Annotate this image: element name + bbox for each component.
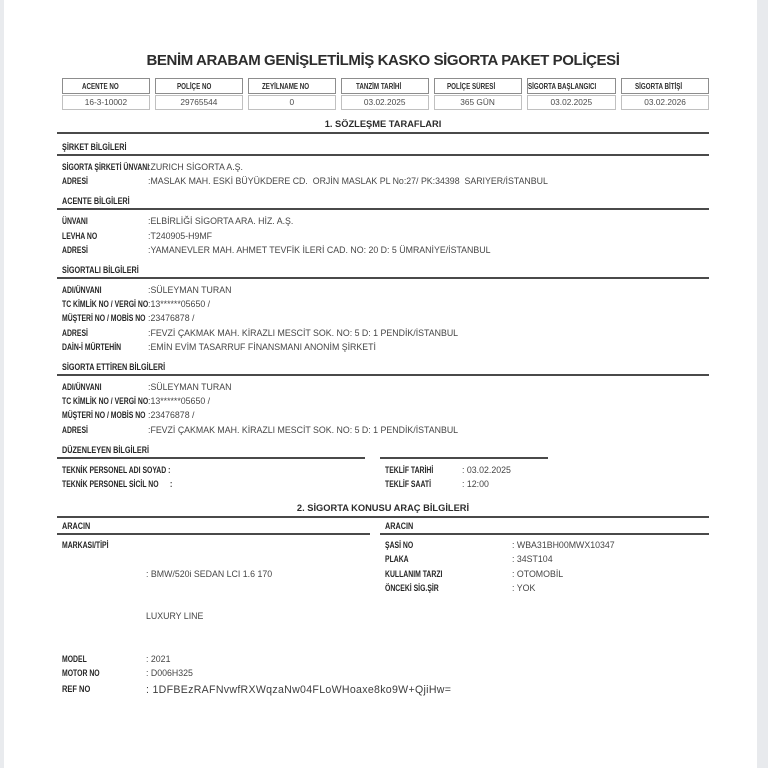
field-label: SİGORTA ŞİRKETİ ÜNVANI bbox=[62, 162, 150, 172]
field-value: : OTOMOBİL bbox=[512, 568, 564, 579]
field-value: :13******05650 / bbox=[148, 299, 211, 310]
subsection-heading-sirket: ŞİRKET BİLGİLERİ bbox=[57, 142, 709, 156]
field-label: ÖNCEKİ SİG.ŞİR bbox=[385, 582, 439, 593]
field-value: :T240905-H9MF bbox=[148, 230, 213, 241]
field-label: KULLANIM TARZI bbox=[385, 568, 443, 579]
field-label: REF NO bbox=[62, 684, 91, 696]
field-row bbox=[57, 408, 709, 422]
field-value: :13******05650 / bbox=[148, 396, 211, 407]
field-value: :ZURICH SİGORTA A.Ş. bbox=[148, 162, 243, 172]
summary-col-sigorta-bitisi bbox=[621, 78, 709, 110]
summary-header: SİGORTA BAŞLANGICI bbox=[527, 78, 617, 94]
vehicle-column-right bbox=[380, 521, 709, 680]
field-label: MARKASI/TİPİ bbox=[62, 540, 109, 551]
summary-value: 16-3-10002 bbox=[62, 95, 150, 110]
field-row bbox=[57, 283, 709, 297]
summary-value: 0 bbox=[248, 95, 336, 110]
field-row bbox=[57, 380, 709, 394]
summary-value: 03.02.2025 bbox=[341, 95, 429, 110]
field-row bbox=[380, 567, 709, 581]
subsection-heading-sigorta-ettiren: SİGORTA ETTİREN BİLGİLERİ bbox=[57, 362, 709, 376]
field-label: LEVHA NO bbox=[62, 230, 98, 241]
field-row bbox=[57, 477, 380, 491]
summary-col-police-no bbox=[155, 78, 243, 110]
field-label: MODEL bbox=[62, 653, 87, 664]
summary-col-acente-no bbox=[62, 78, 150, 110]
field-row bbox=[57, 311, 709, 325]
summary-value: 365 GÜN bbox=[434, 95, 522, 110]
screen-edge-right bbox=[757, 0, 768, 768]
field-row bbox=[57, 326, 709, 340]
field-row bbox=[57, 538, 370, 652]
ref-no-row bbox=[57, 682, 709, 698]
summary-header: SİGORTA BİTİŞİ bbox=[621, 78, 709, 94]
summary-col-police-suresi bbox=[434, 78, 522, 110]
summary-col-zeyilname-no bbox=[248, 78, 336, 110]
field-value: :SÜLEYMAN TURAN bbox=[148, 285, 232, 296]
divider-line bbox=[380, 449, 548, 459]
summary-header: ACENTE NO bbox=[62, 78, 150, 94]
policyholder-info-section bbox=[57, 362, 709, 437]
summary-value: 03.02.2026 bbox=[621, 95, 709, 110]
agency-info-section bbox=[57, 196, 709, 257]
field-value bbox=[222, 477, 380, 491]
field-row bbox=[380, 477, 709, 491]
summary-header: POLİÇE SÜRESİ bbox=[434, 78, 522, 94]
field-value: :SÜLEYMAN TURAN bbox=[148, 382, 232, 393]
policy-document bbox=[57, 0, 709, 698]
field-row bbox=[380, 552, 709, 566]
subsection-heading-acente: ACENTE BİLGİLERİ bbox=[57, 196, 709, 210]
field-row bbox=[57, 160, 709, 174]
field-value: : YOK bbox=[512, 582, 536, 593]
field-label: ADI/ÜNVANI bbox=[62, 382, 102, 393]
field-row bbox=[57, 243, 709, 257]
summary-header: TANZİM TARİHİ bbox=[341, 78, 429, 94]
field-value: : 12:00 bbox=[462, 479, 489, 490]
field-label: TEKLİF TARİHİ bbox=[385, 464, 434, 475]
field-value: :FEVZİ ÇAKMAK MAH. KİRAZLI MESCİT SOK. NO: 5 D: 1 PENDİK/İSTANBUL bbox=[148, 424, 459, 435]
section1-title: 1. SÖZLEŞME TARAFLARI bbox=[57, 119, 709, 134]
field-label: MÜŞTERİ NO / MOBİS NO bbox=[62, 410, 146, 421]
field-row bbox=[57, 423, 709, 437]
company-info-section bbox=[57, 142, 709, 188]
field-value: : BMW/520i SEDAN LCI 1.6 170 LUXURY LINE bbox=[146, 568, 273, 622]
field-label: MÜŞTERİ NO / MOBİS NO bbox=[62, 313, 146, 324]
field-label: ÜNVANI bbox=[62, 216, 88, 227]
vehicle-info-columns bbox=[57, 521, 709, 680]
field-label: MOTOR NO bbox=[62, 668, 100, 679]
field-label: ŞASİ NO bbox=[385, 540, 414, 551]
field-value: : 34ST104 bbox=[512, 554, 553, 565]
screen-edge-left bbox=[0, 0, 4, 768]
field-value: : WBA31BH00MWX10347 bbox=[512, 540, 615, 551]
summary-value: 29765544 bbox=[155, 95, 243, 110]
field-row bbox=[57, 652, 370, 666]
subsection-heading-duzenleyen: DÜZENLEYEN BİLGİLERİ bbox=[57, 445, 365, 459]
section2-title: 2. SİGORTA KONUSU ARAÇ BİLGİLERİ bbox=[57, 503, 709, 518]
field-value: :EMİN EVİM TASARRUF FİNANSMANI ANONİM ŞİRKETİ bbox=[148, 341, 376, 352]
field-label: TEKNİK PERSONEL SİCİL NO : bbox=[62, 479, 173, 490]
field-row bbox=[57, 174, 709, 188]
field-row bbox=[380, 463, 709, 477]
column-heading-aracin-right: ARACIN bbox=[380, 521, 709, 535]
field-value: :YAMANEVLER MAH. AHMET TEVFİK İLERİ CAD. NO: 20 D: 5 ÜMRANİYE/İSTANBUL bbox=[148, 244, 491, 255]
field-label: ADI/ÜNVANI bbox=[62, 285, 102, 296]
field-label: TEKNİK PERSONEL ADI SOYAD : bbox=[62, 464, 171, 475]
summary-col-sigorta-baslangici bbox=[527, 78, 617, 110]
field-label: ADRESİ bbox=[62, 244, 88, 255]
policy-summary-table bbox=[62, 78, 709, 110]
field-value: : 1DFBEzRAFNvwfRXWqzaNw04FLoWHoaxe8ko9W+QjiHw= bbox=[146, 684, 452, 697]
insured-info-section bbox=[57, 265, 709, 354]
field-row bbox=[57, 666, 370, 680]
vehicle-column-left bbox=[57, 521, 370, 680]
field-row bbox=[57, 394, 709, 408]
field-label: TEKLİF SAATİ bbox=[385, 479, 431, 490]
field-value: : 2021 bbox=[146, 653, 171, 664]
issuer-info-section bbox=[57, 445, 709, 491]
summary-header: POLİÇE NO bbox=[155, 78, 243, 94]
summary-value: 03.02.2025 bbox=[527, 95, 617, 110]
field-row bbox=[57, 463, 380, 477]
summary-col-tanzim-tarihi bbox=[341, 78, 429, 110]
field-label: DAİN-İ MÜRTEHİN bbox=[62, 341, 122, 352]
field-value bbox=[222, 463, 380, 477]
field-value: :MASLAK MAH. ESKİ BÜYÜKDERE CD. ORJİN MASLAK PL No:27/ PK:34398 SARIYER/İSTANBUL bbox=[148, 176, 548, 187]
field-value: :23476878 / bbox=[148, 410, 195, 421]
field-label: PLAKA bbox=[385, 554, 409, 565]
field-label: TC KİMLİK NO / VERGİ NO bbox=[62, 396, 149, 407]
field-value: : D006H325 bbox=[146, 668, 193, 679]
field-row bbox=[380, 581, 709, 595]
field-label: ADRESİ bbox=[62, 327, 88, 338]
subsection-heading-sigortali: SİGORTALI BİLGİLERİ bbox=[57, 265, 709, 279]
field-value: :FEVZİ ÇAKMAK MAH. KİRAZLI MESCİT SOK. NO: 5 D: 1 PENDİK/İSTANBUL bbox=[148, 327, 459, 338]
field-row bbox=[57, 229, 709, 243]
field-label: ADRESİ bbox=[62, 176, 88, 187]
field-row bbox=[57, 297, 709, 311]
field-value: :23476878 / bbox=[148, 313, 195, 324]
page-title: BENİM ARABAM GENİŞLETİLMİŞ KASKO SİGORTA PAKET POLİÇESİ bbox=[146, 52, 620, 69]
summary-header: ZEYİLNAME NO bbox=[248, 78, 336, 94]
field-row bbox=[380, 538, 709, 552]
field-label: TC KİMLİK NO / VERGİ NO bbox=[62, 299, 149, 310]
field-row bbox=[57, 214, 709, 228]
field-value: : 03.02.2025 bbox=[462, 464, 511, 475]
column-heading-aracin-left: ARACIN bbox=[57, 521, 370, 535]
field-row bbox=[57, 340, 709, 354]
field-label: ADRESİ bbox=[62, 424, 88, 435]
field-value: :ELBİRLİĞİ SİGORTA ARA. HİZ. A.Ş. bbox=[148, 216, 294, 227]
